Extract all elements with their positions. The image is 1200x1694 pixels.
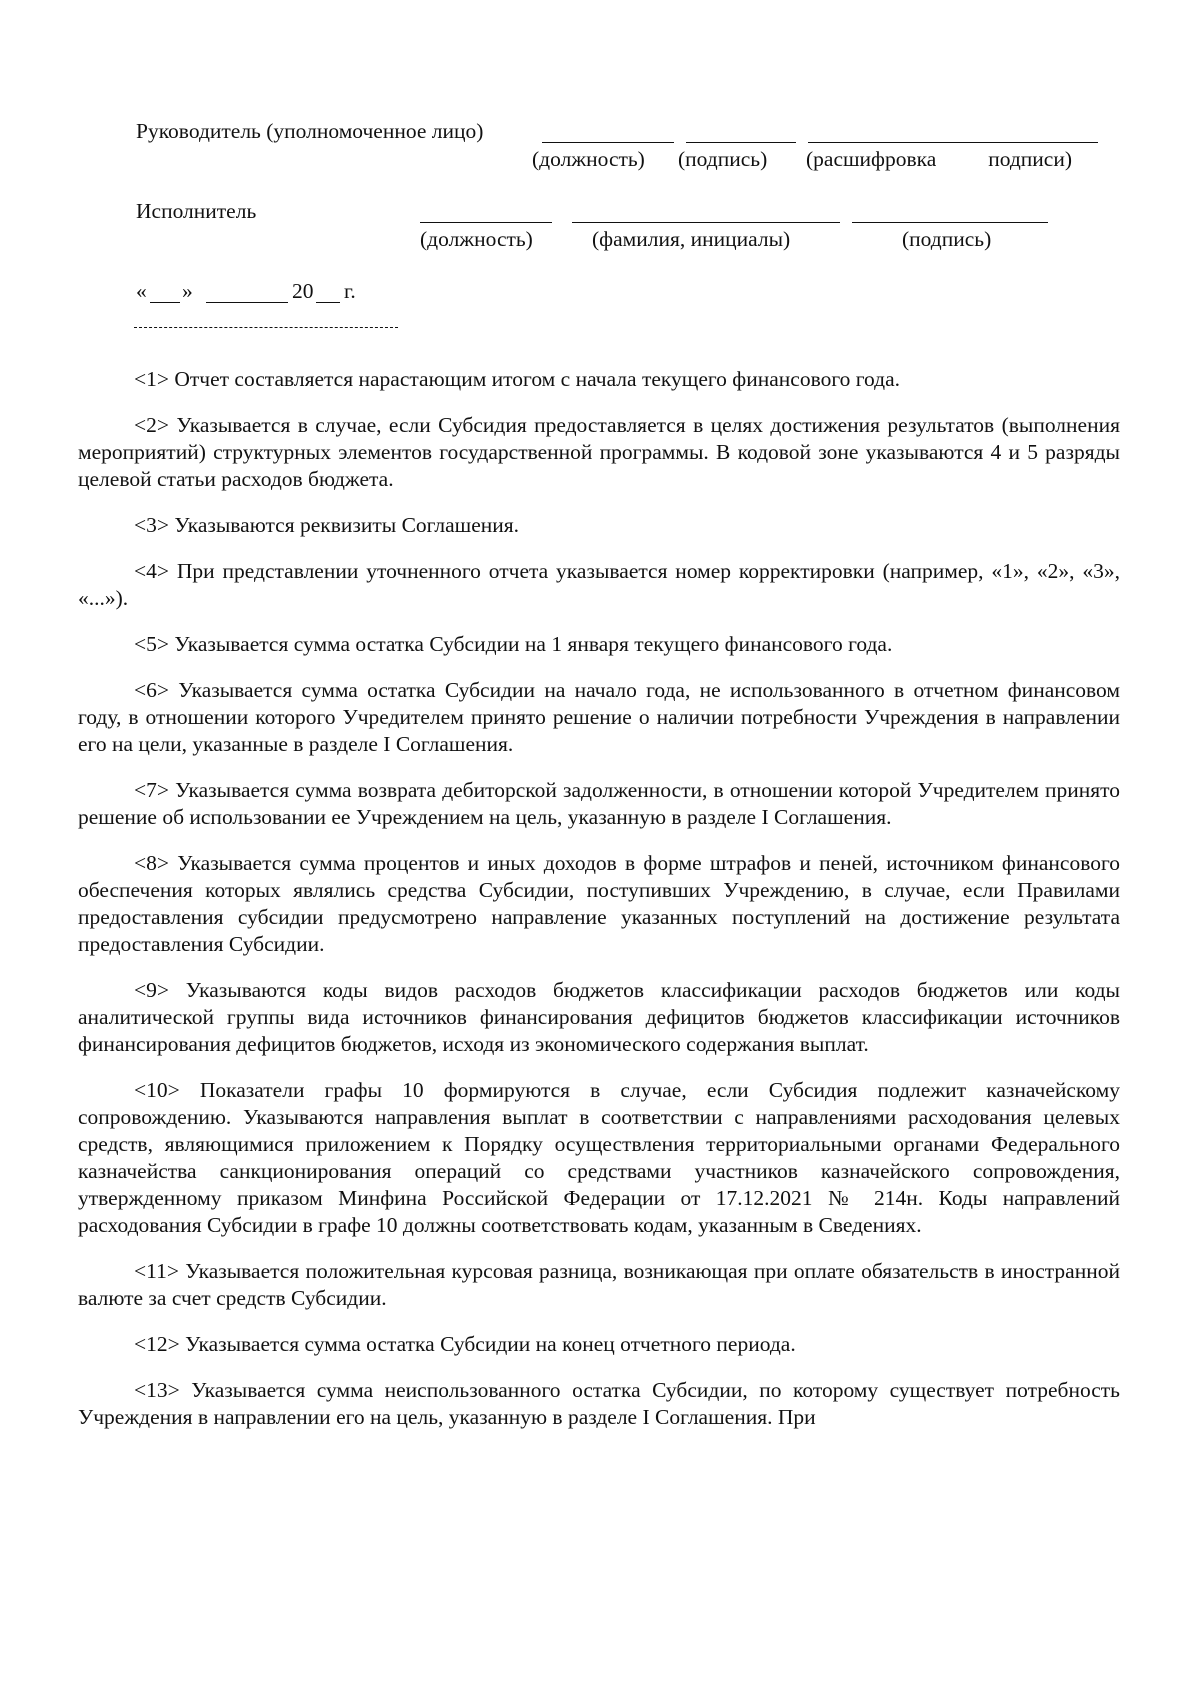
date-year-line xyxy=(316,302,340,303)
footnote-13: <13> Указывается сумма неиспользованного остатка Субсидии, по которому существует потребность Учреждения в направлении его на цель, указанную в разделе I Соглашения. При xyxy=(78,1378,1120,1429)
head-signature-line xyxy=(686,142,796,143)
head-label: Руководитель (уполномоченное лицо) xyxy=(136,119,484,143)
footnote-1: <1> Отчет составляется нарастающим итогом с начала текущего финансового года. xyxy=(134,367,901,391)
date-month-line xyxy=(206,302,288,303)
footnote-2: <2> Указывается в случае, если Субсидия предоставляется в целях достижения результатов (выполнения мероприятий) структурных элементов государственной программы. В кодовой зоне указываются 4 и 5 разряды целевой статьи расходов бюджета. xyxy=(78,413,1120,491)
executor-signature-caption: (подпись) xyxy=(902,227,992,251)
head-signature-caption: (подпись) xyxy=(678,147,768,171)
date-day-line xyxy=(150,302,180,303)
executor-signature-line xyxy=(852,222,1048,223)
footnote-10: <10> Показатели графы 10 формируются в случае, если Субсидия подлежит казначейскому сопровождению. Указываются направления выплат в соответствии с направлениями расходования целевых средств, являющимися приложением к Порядку осуществления территориальными органами Федерального казначейства санкционирования операций со средствами участников казначейского сопровождения, утвержденному приказом Минфина Российской Федерации от 17.12.2021 № 214н. Коды направлений расходования Субсидии в графе 10 должны соответствовать кодам, указанным в Сведениях. xyxy=(78,1078,1120,1237)
footnote-3: <3> Указываются реквизиты Соглашения. xyxy=(134,513,520,537)
executor-position-line xyxy=(420,222,552,223)
head-decoding-line xyxy=(808,142,1098,143)
head-position-caption: (должность) xyxy=(532,147,645,171)
executor-label: Исполнитель xyxy=(136,199,257,223)
head-decoding-caption: (расшифровка подписи) xyxy=(806,147,1072,171)
footnote-11: <11> Указывается положительная курсовая разница, возникающая при оплате обязательств в иностранной валюте за счет средств Субсидии. xyxy=(78,1259,1120,1310)
date-year-suffix: г. xyxy=(344,279,356,303)
date-close-quote: » xyxy=(182,279,193,303)
footnote-7: <7> Указывается сумма возврата дебиторской задолженности, в отношении которой Учредителем принято решение об использовании ее Учреждением на цель, указанную в разделе I Соглашения. xyxy=(78,778,1120,829)
footnote-5: <5> Указывается сумма остатка Субсидии на 1 января текущего финансового года. xyxy=(134,632,893,656)
executor-name-caption: (фамилия, инициалы) xyxy=(592,227,791,251)
footnote-12: <12> Указывается сумма остатка Субсидии на конец отчетного периода. xyxy=(134,1332,796,1356)
footnote-8: <8> Указывается сумма процентов и иных доходов в форме штрафов и пеней, источником финансового обеспечения которых являлись средства Субсидии, поступивших Учреждению, в случае, если Правилами предоставления субсидии предусмотрено направление указанных поступлений на достижение результата предоставления Субсидии. xyxy=(78,851,1120,956)
executor-name-line xyxy=(572,222,840,223)
footnotes-list xyxy=(78,366,1120,1450)
date-open-quote: « xyxy=(136,279,147,303)
footnote-4: <4> При представлении уточненного отчета указывается номер корректировки (например, «1», «2», «3», «...»). xyxy=(78,559,1120,610)
date-century: 20 xyxy=(292,279,314,303)
footnote-9: <9> Указываются коды видов расходов бюджетов классификации расходов бюджетов или коды аналитической группы вида источников финансирования дефицитов бюджетов классификации источников финансирования дефицитов бюджетов, исходя из экономического содержания выплат. xyxy=(78,978,1120,1056)
footnote-6: <6> Указывается сумма остатка Субсидии на начало года, не использованного в отчетном финансовом году, в отношении которого Учредителем принято решение о наличии потребности Учреждения в направлении его на цели, указанные в разделе I Соглашения. xyxy=(78,678,1120,756)
executor-position-caption: (должность) xyxy=(420,227,533,251)
head-position-line xyxy=(542,142,674,143)
footnote-separator xyxy=(134,327,398,328)
